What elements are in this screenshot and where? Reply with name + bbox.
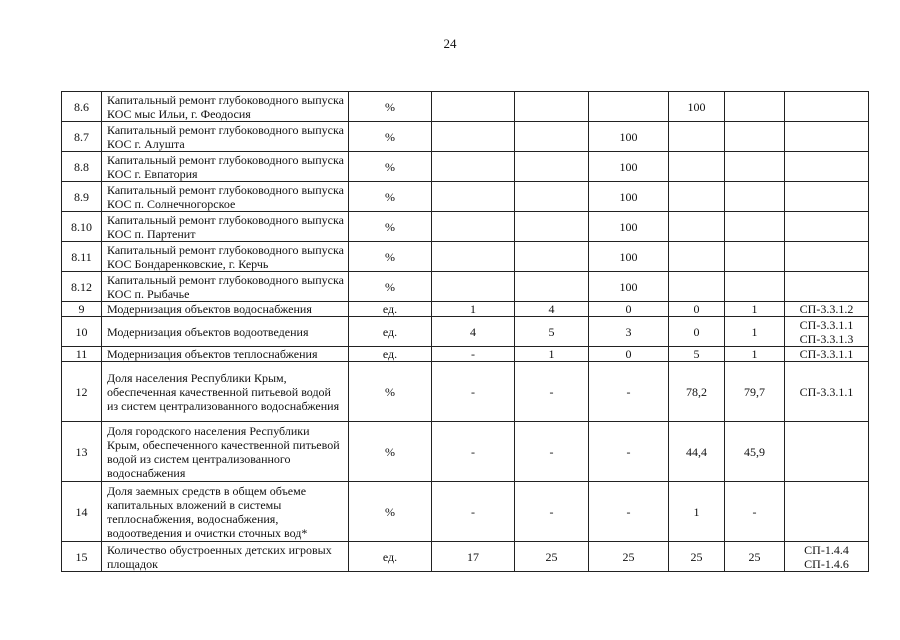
value-cell-v4: 5 — [669, 347, 725, 362]
row-number-cell: 10 — [62, 317, 102, 347]
indicator-name-cell: Капитальный ремонт глубоководного выпуска КОС г. Евпатория — [102, 152, 349, 182]
value-cell-v2: 1 — [515, 347, 589, 362]
value-cell-v5: 1 — [725, 317, 785, 347]
indicator-name-cell: Капитальный ремонт глубоководного выпуска КОС п. Рыбачье — [102, 272, 349, 302]
unit-cell: % — [349, 182, 432, 212]
unit-cell: ед. — [349, 542, 432, 572]
row-number-cell: 12 — [62, 362, 102, 422]
value-cell-v3: 100 — [589, 122, 669, 152]
unit-cell: % — [349, 92, 432, 122]
value-cell-v1 — [432, 272, 515, 302]
unit-cell: ед. — [349, 317, 432, 347]
value-cell-v2 — [515, 92, 589, 122]
value-cell-v2 — [515, 182, 589, 212]
value-cell-v4: 0 — [669, 302, 725, 317]
unit-cell: ед. — [349, 347, 432, 362]
value-cell-v2: - — [515, 362, 589, 422]
value-cell-v2 — [515, 152, 589, 182]
row-number-cell: 8.8 — [62, 152, 102, 182]
value-cell-v3: 100 — [589, 152, 669, 182]
value-cell-v5 — [725, 212, 785, 242]
value-cell-v1 — [432, 92, 515, 122]
table-row — [62, 122, 869, 152]
unit-cell: % — [349, 272, 432, 302]
value-cell-v4 — [669, 182, 725, 212]
indicator-name-cell: Модернизация объектов водоотведения — [102, 317, 349, 347]
unit-cell: % — [349, 482, 432, 542]
table-row — [62, 272, 869, 302]
table-row — [62, 212, 869, 242]
unit-cell: % — [349, 212, 432, 242]
value-cell-v4 — [669, 152, 725, 182]
value-cell-v4: 44,4 — [669, 422, 725, 482]
value-cell-v1: - — [432, 362, 515, 422]
value-cell-v2: 4 — [515, 302, 589, 317]
row-number-cell: 8.7 — [62, 122, 102, 152]
program-code-cell — [785, 482, 869, 542]
table-row — [62, 182, 869, 212]
table-body — [62, 92, 869, 572]
value-cell-v1: - — [432, 347, 515, 362]
indicator-name-cell: Капитальный ремонт глубоководного выпуска КОС мыс Ильи, г. Феодосия — [102, 92, 349, 122]
indicator-name-cell: Доля городского населения Республики Крым, обеспеченного качественной питьевой водой из систем централизованного водоснабжения — [102, 422, 349, 482]
value-cell-v4 — [669, 212, 725, 242]
indicator-name-cell: Капитальный ремонт глубоководного выпуска КОС п. Партенит — [102, 212, 349, 242]
program-code-cell: СП-3.3.1.2 — [785, 302, 869, 317]
program-code-cell — [785, 182, 869, 212]
value-cell-v1 — [432, 212, 515, 242]
value-cell-v3: 0 — [589, 347, 669, 362]
indicator-name-cell: Модернизация объектов теплоснабжения — [102, 347, 349, 362]
value-cell-v1 — [432, 152, 515, 182]
indicator-name-cell: Капитальный ремонт глубоководного выпуска КОС г. Алушта — [102, 122, 349, 152]
value-cell-v5: 79,7 — [725, 362, 785, 422]
row-number-cell: 13 — [62, 422, 102, 482]
value-cell-v2: - — [515, 422, 589, 482]
row-number-cell: 11 — [62, 347, 102, 362]
table-row — [62, 347, 869, 362]
table-row — [62, 302, 869, 317]
unit-cell: % — [349, 242, 432, 272]
row-number-cell: 8.6 — [62, 92, 102, 122]
value-cell-v3: 100 — [589, 212, 669, 242]
value-cell-v3: 100 — [589, 272, 669, 302]
row-number-cell: 15 — [62, 542, 102, 572]
program-code-cell — [785, 152, 869, 182]
row-number-cell: 8.10 — [62, 212, 102, 242]
program-code-cell — [785, 92, 869, 122]
value-cell-v3: - — [589, 482, 669, 542]
program-code-cell: СП-3.3.1.1 — [785, 347, 869, 362]
indicator-name-cell: Доля населения Республики Крым, обеспеченная качественной питьевой водой из систем централизованного водоснабжения — [102, 362, 349, 422]
value-cell-v5 — [725, 182, 785, 212]
value-cell-v1 — [432, 122, 515, 152]
value-cell-v3: 0 — [589, 302, 669, 317]
value-cell-v2 — [515, 272, 589, 302]
row-number-cell: 8.12 — [62, 272, 102, 302]
table-row — [62, 242, 869, 272]
value-cell-v5 — [725, 92, 785, 122]
indicator-name-cell: Доля заемных средств в общем объеме капитальных вложений в системы теплоснабжения, водоснабжения, водоотведения и очистки сточных вод* — [102, 482, 349, 542]
value-cell-v3: - — [589, 362, 669, 422]
program-code-cell — [785, 212, 869, 242]
table-row — [62, 542, 869, 572]
program-code-cell: СП-3.3.1.1 — [785, 362, 869, 422]
value-cell-v3 — [589, 92, 669, 122]
value-cell-v1: 4 — [432, 317, 515, 347]
value-cell-v5: 25 — [725, 542, 785, 572]
indicator-name-cell: Капитальный ремонт глубоководного выпуска КОС п. Солнечногорское — [102, 182, 349, 212]
value-cell-v2: 25 — [515, 542, 589, 572]
indicator-name-cell: Количество обустроенных детских игровых площадок — [102, 542, 349, 572]
value-cell-v1: - — [432, 482, 515, 542]
value-cell-v1 — [432, 242, 515, 272]
table-row — [62, 317, 869, 347]
value-cell-v5: - — [725, 482, 785, 542]
program-code-cell — [785, 242, 869, 272]
value-cell-v4: 78,2 — [669, 362, 725, 422]
program-code-cell — [785, 122, 869, 152]
table-row — [62, 152, 869, 182]
unit-cell: ед. — [349, 302, 432, 317]
row-number-cell: 14 — [62, 482, 102, 542]
value-cell-v4: 1 — [669, 482, 725, 542]
value-cell-v3: 100 — [589, 182, 669, 212]
value-cell-v5: 1 — [725, 347, 785, 362]
row-number-cell: 8.11 — [62, 242, 102, 272]
program-code-cell — [785, 272, 869, 302]
program-code-cell — [785, 422, 869, 482]
unit-cell: % — [349, 152, 432, 182]
value-cell-v4: 100 — [669, 92, 725, 122]
table-row — [62, 482, 869, 542]
table-row — [62, 92, 869, 122]
value-cell-v3: 100 — [589, 242, 669, 272]
value-cell-v4: 0 — [669, 317, 725, 347]
value-cell-v5 — [725, 152, 785, 182]
program-code-cell: СП-1.4.4 СП-1.4.6 — [785, 542, 869, 572]
page-number: 24 — [443, 36, 457, 51]
indicators-table — [61, 91, 869, 572]
value-cell-v2 — [515, 122, 589, 152]
value-cell-v5: 1 — [725, 302, 785, 317]
value-cell-v4: 25 — [669, 542, 725, 572]
value-cell-v2 — [515, 242, 589, 272]
indicator-name-cell: Модернизация объектов водоснабжения — [102, 302, 349, 317]
value-cell-v2: 5 — [515, 317, 589, 347]
value-cell-v4 — [669, 122, 725, 152]
table-row — [62, 362, 869, 422]
value-cell-v1: - — [432, 422, 515, 482]
value-cell-v3: - — [589, 422, 669, 482]
value-cell-v1: 1 — [432, 302, 515, 317]
unit-cell: % — [349, 422, 432, 482]
program-code-cell: СП-3.3.1.1 СП-3.3.1.3 — [785, 317, 869, 347]
value-cell-v4 — [669, 272, 725, 302]
value-cell-v2 — [515, 212, 589, 242]
value-cell-v3: 3 — [589, 317, 669, 347]
value-cell-v5 — [725, 272, 785, 302]
value-cell-v5 — [725, 122, 785, 152]
unit-cell: % — [349, 122, 432, 152]
value-cell-v1: 17 — [432, 542, 515, 572]
indicator-name-cell: Капитальный ремонт глубоководного выпуска КОС Бондаренковские, г. Керчь — [102, 242, 349, 272]
unit-cell: % — [349, 362, 432, 422]
value-cell-v3: 25 — [589, 542, 669, 572]
value-cell-v2: - — [515, 482, 589, 542]
row-number-cell: 9 — [62, 302, 102, 317]
value-cell-v4 — [669, 242, 725, 272]
table-row — [62, 422, 869, 482]
row-number-cell: 8.9 — [62, 182, 102, 212]
value-cell-v5 — [725, 242, 785, 272]
value-cell-v5: 45,9 — [725, 422, 785, 482]
value-cell-v1 — [432, 182, 515, 212]
